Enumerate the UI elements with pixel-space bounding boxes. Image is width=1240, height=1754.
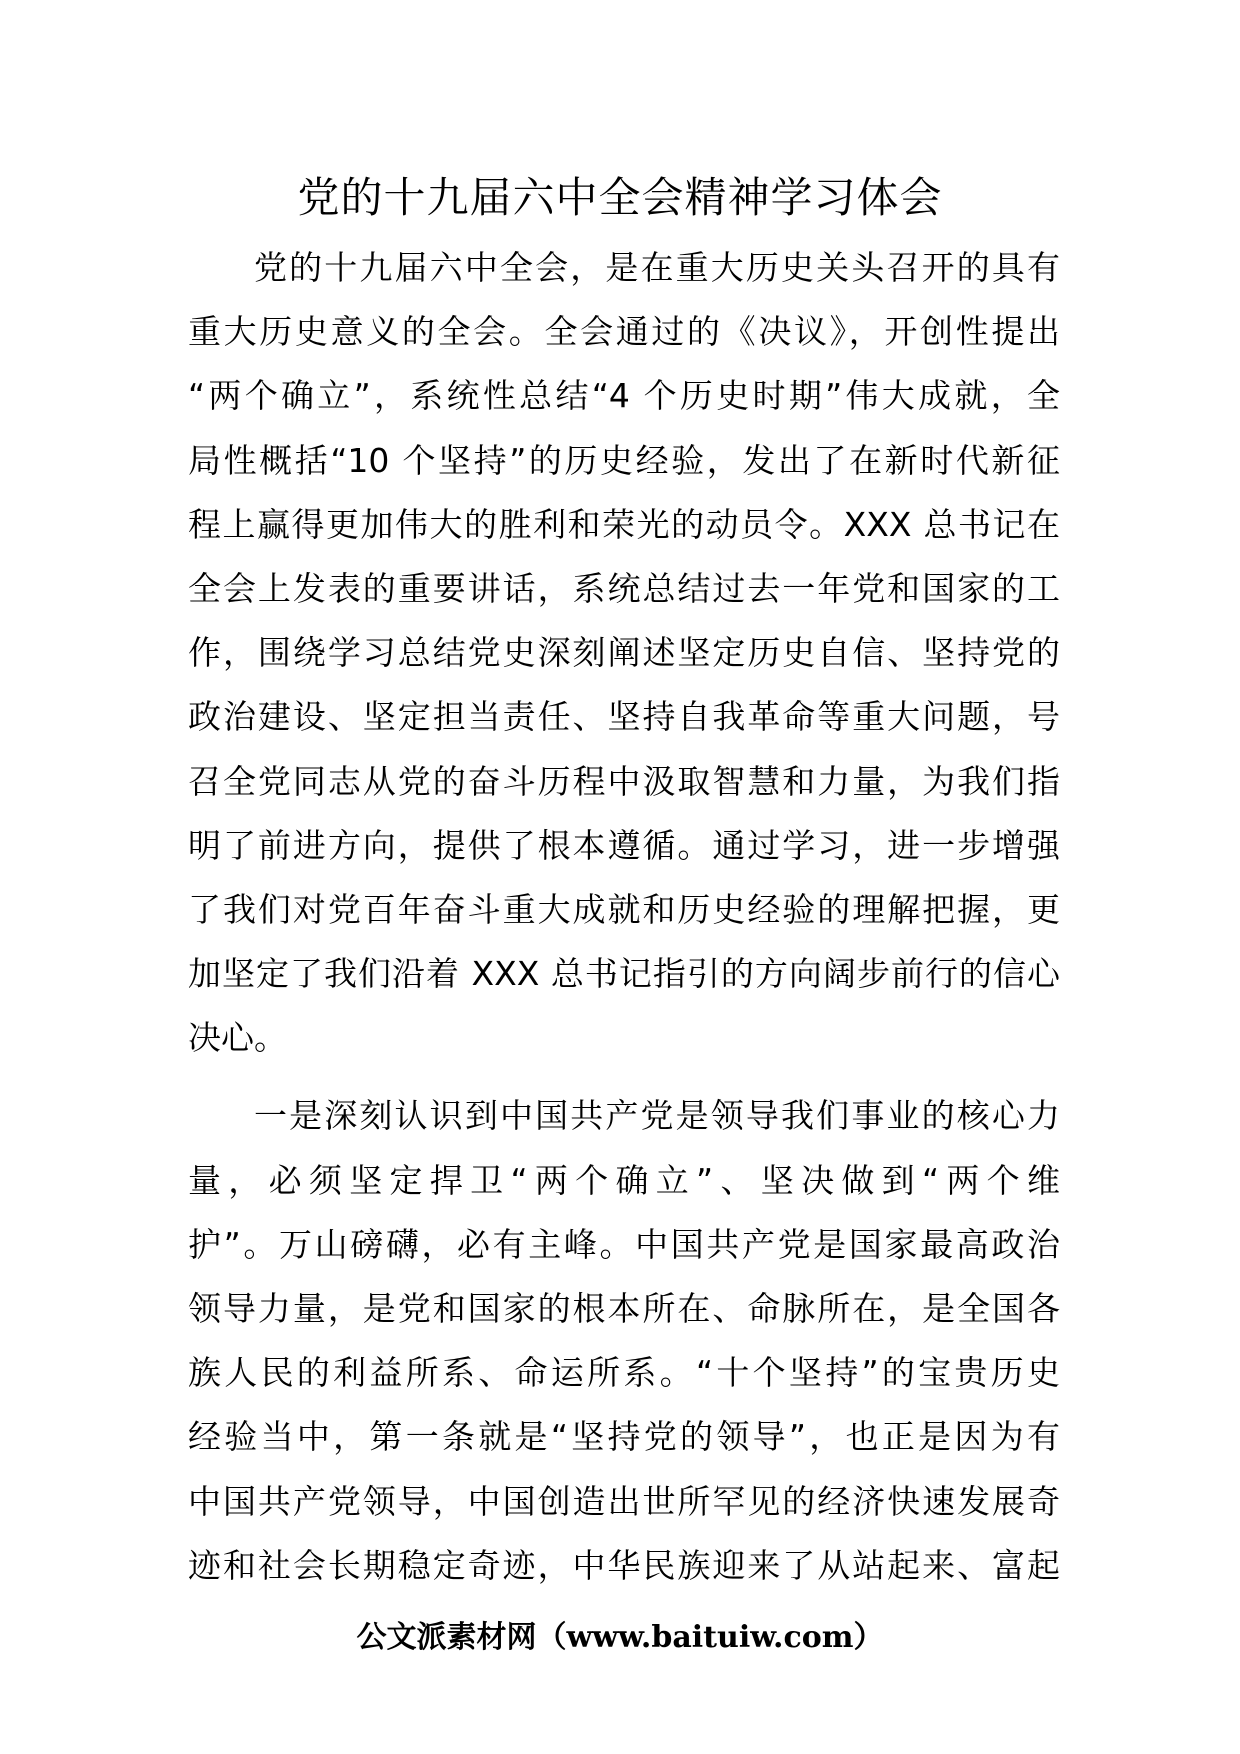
paragraph-intro (188, 236, 1060, 1070)
text-line: 量，必须坚定捍卫“两个确立”、坚决做到“两个维 (188, 1160, 1060, 1200)
document-body (188, 236, 1060, 1598)
text-line: 党的十九届六中全会，是在重大历史关头召开的具有 (254, 248, 1060, 287)
text-line: 全会上发表的重要讲话，系统总结过去一年党和国家的工 (188, 568, 1060, 608)
text-line: 护”。万山磅礴，必有主峰。中国共产党是国家最高政治 (188, 1224, 1060, 1264)
text-line: 局性概括“10 个坚持”的历史经验，发出了在新时代新征 (188, 440, 1060, 480)
text-line: 作，围绕学习总结党史深刻阐述坚定历史自信、坚持党的 (188, 633, 1060, 673)
text-line: 领导力量，是党和国家的根本所在、命脉所在，是全国各 (188, 1289, 1060, 1328)
text-line: 重大历史意义的全会。全会通过的《决议》，开创性提出 (188, 312, 1060, 352)
text-line: 迹和社会长期稳定奇迹，中华民族迎来了从站起来、富起 (188, 1545, 1060, 1585)
text-line: 决心。 (188, 1018, 287, 1058)
text-line: 程上赢得更加伟大的胜利和荣光的动员令。XXX 总书记在 (188, 504, 1060, 544)
paragraph-point-one (188, 1084, 1060, 1598)
text-line: 明了前进方向，提供了根本遵循。通过学习，进一步增强 (188, 825, 1060, 865)
text-line: “两个确立”，系统性总结“4 个历史时期”伟大成就，全 (188, 376, 1060, 416)
source-footer: 公文派素材网（www.baituiw.com） (356, 1620, 884, 1655)
text-line: 加坚定了我们沿着 XXX 总书记指引的方向阔步前行的信心 (188, 954, 1060, 994)
text-line: 族人民的利益所系、命运所系。“十个坚持”的宝贵历史 (188, 1353, 1060, 1393)
text-line: 了我们对党百年奋斗重大成就和历史经验的理解把握，更 (188, 889, 1060, 929)
paragraph-spacer (188, 1070, 1060, 1084)
text-line: 召全党同志从党的奋斗历程中汲取智慧和力量，为我们指 (188, 761, 1060, 801)
text-line: 政治建设、坚定担当责任、坚持自我革命等重大问题，号 (188, 697, 1060, 737)
text-line: 经验当中，第一条就是“坚持党的领导”，也正是因为有 (188, 1417, 1060, 1457)
text-line: 一是深刻认识到中国共产党是领导我们事业的核心力 (254, 1096, 1060, 1136)
document-title: 党的十九届六中全会精神学习体会 (297, 173, 943, 222)
text-line: 中国共产党领导，中国创造出世所罕见的经济快速发展奇 (188, 1481, 1060, 1521)
